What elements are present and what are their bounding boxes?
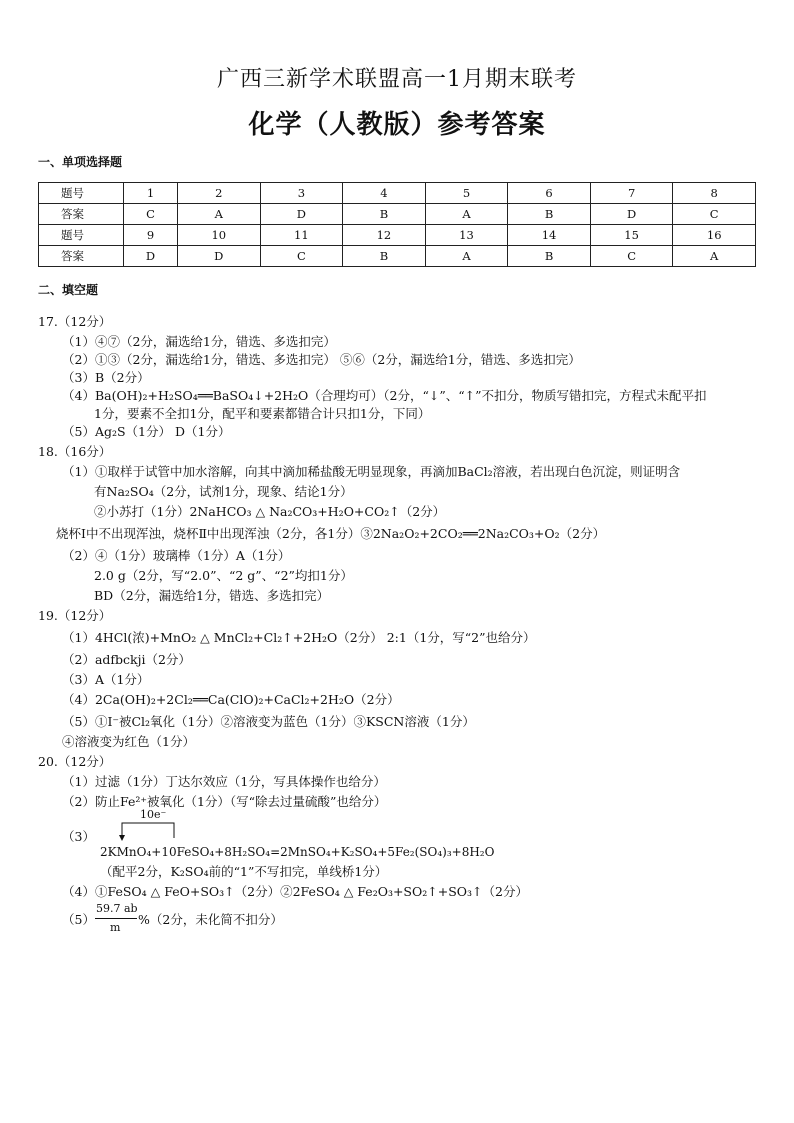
table-cell: 13: [425, 225, 508, 246]
electron-transfer-label: 10e⁻: [140, 808, 167, 821]
exam-title: 广西三新学术联盟高一1月期末联考: [217, 67, 577, 92]
row-label: 答案: [39, 204, 124, 225]
q19-heading: 19.（12分）: [38, 608, 112, 623]
row-label: 答案: [39, 246, 124, 267]
table-cell: 14: [508, 225, 591, 246]
table-cell: C: [673, 204, 756, 225]
table-cell: 10: [178, 225, 261, 246]
table-cell: 4: [343, 183, 426, 204]
table-cell: D: [178, 246, 261, 267]
table-cell: C: [590, 246, 673, 267]
exam-subtitle: 化学（人教版）参考答案: [248, 110, 546, 140]
table-row: [39, 183, 756, 204]
table-cell: D: [590, 204, 673, 225]
table-cell: D: [260, 204, 343, 225]
q18-line: 有Na₂SO₄（2分，试剂1分，现象、结论1分）: [94, 484, 353, 499]
q18-line: （1）①取样于试管中加水溶解，向其中滴加稀盐酸无明显现象，再滴加BaCl₂溶液，若出现白色沉淀，则证明含: [62, 464, 681, 479]
table-cell: 7: [590, 183, 673, 204]
q17-line: （4）Ba(OH)₂+H₂SO₄══BaSO₄↓+2H₂O（合理均可）（2分，“↓”、“↑”不扣分，物质写错扣完，方程式未配平扣: [62, 388, 707, 403]
table-cell: A: [425, 246, 508, 267]
table-row: [39, 204, 756, 225]
table-cell: B: [343, 204, 426, 225]
q18-heading: 18.（16分）: [38, 444, 112, 459]
table-cell: 2: [178, 183, 261, 204]
table-cell: 5: [425, 183, 508, 204]
q18-line: （2）④（1分）玻璃棒（1分）A（1分）: [62, 548, 291, 563]
q20-line: （3）: [62, 829, 95, 844]
table-cell: A: [673, 246, 756, 267]
table-cell: B: [343, 246, 426, 267]
table-cell: A: [425, 204, 508, 225]
q17-line: 1分，要素不全扣1分，配平和要素都错合计只扣1分，下同）: [94, 406, 431, 421]
table-cell: C: [260, 246, 343, 267]
section-heading-choice: 一、单项选择题: [38, 155, 123, 169]
table-cell: 11: [260, 225, 343, 246]
table-cell: A: [178, 204, 261, 225]
q18-line: 2.0 g（2分，写“2.0”、“2 g”、“2”均扣1分）: [94, 568, 353, 583]
answer-table: [38, 182, 756, 267]
table-cell: 12: [343, 225, 426, 246]
q19-line: （3）A（1分）: [62, 672, 150, 687]
q18-line: BD（2分，漏选给1分，错选、多选扣完）: [94, 588, 330, 603]
fraction-denominator: m: [110, 921, 121, 934]
table-cell: 1: [124, 183, 178, 204]
section-heading-fill: 二、填空题: [38, 283, 99, 297]
q20-line: （5）: [62, 912, 95, 927]
q20-heading: 20.（12分）: [38, 754, 112, 769]
q17-line: （3）B（2分）: [62, 370, 150, 385]
table-row: [39, 246, 756, 267]
row-label: 题号: [39, 225, 124, 246]
q20-line: （4）①FeSO₄ △ FeO+SO₃↑（2分）②2FeSO₄ △ Fe₂O₃+SO₂↑+SO₃↑（2分）: [62, 884, 528, 899]
table-cell: C: [124, 204, 178, 225]
q20-line: （2）防止Fe²⁺被氧化（1分）（写“除去过量硫酸”也给分）: [62, 794, 387, 809]
table-cell: 15: [590, 225, 673, 246]
q20-line: （1）过滤（1分）丁达尔效应（1分，写具体操作也给分）: [62, 774, 386, 789]
row-label: 题号: [39, 183, 124, 204]
fraction-numerator: 59.7 ab: [96, 902, 138, 915]
table-cell: B: [508, 204, 591, 225]
table-cell: B: [508, 246, 591, 267]
q17-line: （5）Ag₂S（1分） D（1分）: [62, 424, 231, 439]
q17-heading: 17.（12分）: [38, 314, 112, 329]
table-cell: 8: [673, 183, 756, 204]
q19-line: ④溶液变为红色（1分）: [62, 734, 195, 749]
q20-line: （配平2分，K₂SO₄前的“1”不写扣完，单线桥1分）: [100, 864, 388, 879]
q17-line: （1）④⑦（2分，漏选给1分，错选、多选扣完）: [62, 334, 336, 349]
q19-line: （5）①I⁻被Cl₂氧化（1分）②溶液变为蓝色（1分）③KSCN溶液（1分）: [62, 714, 475, 729]
table-cell: 9: [124, 225, 178, 246]
q19-line: （2）adfbckji（2分）: [62, 652, 191, 667]
q20-line: %（2分，未化简不扣分）: [138, 912, 283, 927]
table-cell: 6: [508, 183, 591, 204]
table-row: [39, 225, 756, 246]
q19-line: （4）2Ca(OH)₂+2Cl₂══Ca(ClO)₂+CaCl₂+2H₂O（2分）: [62, 692, 400, 707]
q17-line: （2）①③（2分，漏选给1分，错选、多选扣完） ⑤⑥（2分，漏选给1分，错选、多选扣完）: [62, 352, 581, 367]
fraction-bar: [95, 918, 137, 919]
q20-redox-equation: 2KMnO₄+10FeSO₄+8H₂SO₄=2MnSO₄+K₂SO₄+5Fe₂(SO₄)₃+8H₂O: [100, 845, 495, 859]
single-bridge-arrow-icon: [110, 820, 190, 844]
q19-line: （1）4HCl(浓)+MnO₂ △ MnCl₂+Cl₂↑+2H₂O（2分） 2:1（1分，写“2”也给分）: [62, 630, 536, 645]
table-cell: 3: [260, 183, 343, 204]
q18-line: ②小苏打（1分）2NaHCO₃ △ Na₂CO₃+H₂O+CO₂↑（2分）: [94, 504, 446, 519]
table-cell: 16: [673, 225, 756, 246]
q18-line: 烧杯Ⅰ中不出现浑浊，烧杯Ⅱ中出现浑浊（2分，各1分）③2Na₂O₂+2CO₂══2Na₂CO₃+O₂（2分）: [56, 526, 606, 541]
table-cell: D: [124, 246, 178, 267]
